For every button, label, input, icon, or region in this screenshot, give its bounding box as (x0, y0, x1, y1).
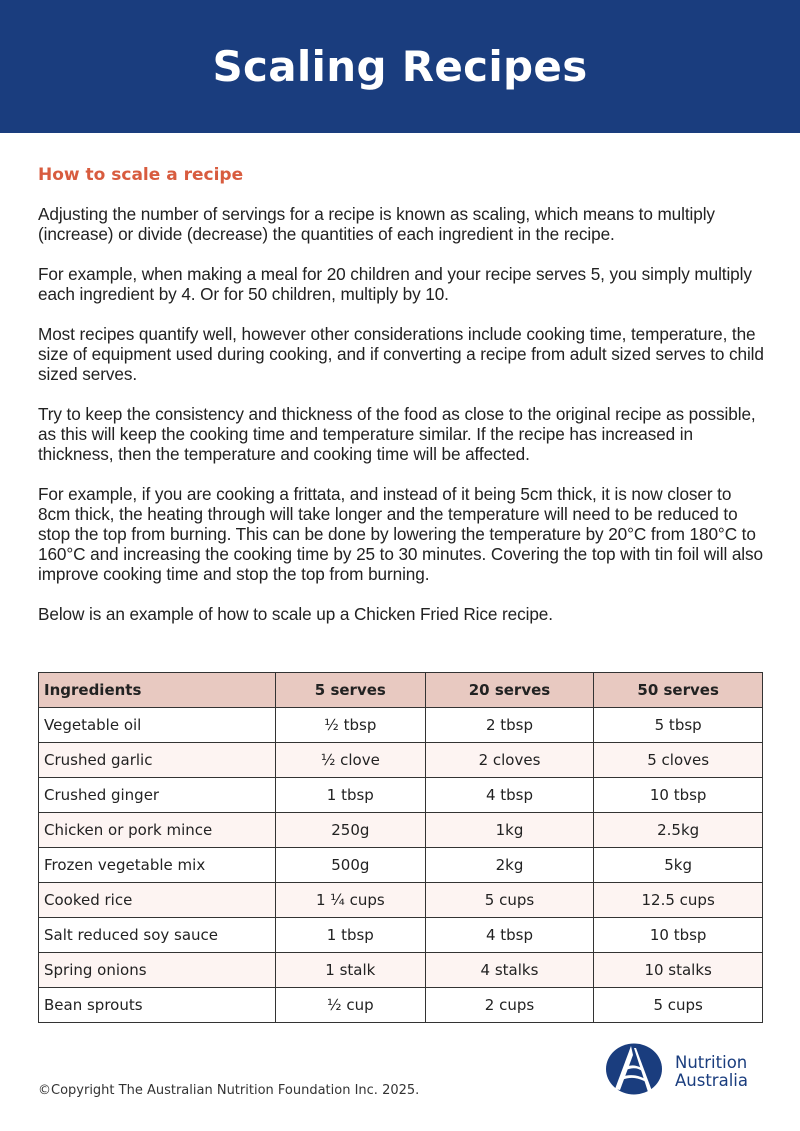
page-title: Scaling Recipes (212, 42, 588, 91)
quantity-cell: 12.5 cups (594, 883, 763, 918)
column-header-50-serves: 50 serves (594, 673, 763, 708)
quantity-cell: ½ clove (276, 743, 426, 778)
paragraph-table-intro: Below is an example of how to scale up a Chicken Fried Rice recipe. (38, 604, 553, 624)
logo-wordmark (675, 1054, 748, 1090)
quantity-cell: 5 cloves (594, 743, 763, 778)
ingredient-cell: Vegetable oil (39, 708, 276, 743)
quantity-cell: 1kg (425, 813, 594, 848)
table-row (39, 778, 763, 813)
ingredient-cell: Bean sprouts (39, 988, 276, 1023)
quantity-cell: ½ tbsp (276, 708, 426, 743)
quantity-cell: 2kg (425, 848, 594, 883)
title-banner (0, 0, 800, 133)
ingredient-cell: Frozen vegetable mix (39, 848, 276, 883)
quantity-cell: ½ cup (276, 988, 426, 1023)
quantity-cell: 4 stalks (425, 953, 594, 988)
table-row (39, 848, 763, 883)
quantity-cell: 1 stalk (276, 953, 426, 988)
quantity-cell: 10 tbsp (594, 778, 763, 813)
logo-line-1: Nutrition (675, 1052, 748, 1072)
column-header-20-serves: 20 serves (425, 673, 594, 708)
table-row (39, 988, 763, 1023)
quantity-cell: 10 stalks (594, 953, 763, 988)
scaling-table (38, 672, 763, 1023)
table-row (39, 953, 763, 988)
paragraph-frittata-example: For example, if you are cooking a frittata, and instead of it being 5cm thick, it is now closer to 8cm thick, the heating through will take longer and the temperature will need to be reduced to stop the top from burning. This can be done by lowering the temperature by 20°C from 180°C to 160°C and increasing the cooking time by 25 to 30 minutes. Covering the top with tin foil will also improve cooking time and stop the top from burning. (38, 484, 763, 584)
quantity-cell: 500g (276, 848, 426, 883)
quantity-cell: 250g (276, 813, 426, 848)
quantity-cell: 5kg (594, 848, 763, 883)
table-row (39, 813, 763, 848)
table-row (39, 883, 763, 918)
nutrition-australia-logo (605, 1043, 748, 1100)
table-row (39, 743, 763, 778)
quantity-cell: 1 tbsp (276, 778, 426, 813)
quantity-cell: 2 tbsp (425, 708, 594, 743)
table-header-row (39, 673, 763, 708)
nutrition-australia-logo-icon (605, 1043, 663, 1100)
table-row (39, 918, 763, 953)
ingredient-cell: Salt reduced soy sauce (39, 918, 276, 953)
quantity-cell: 1 tbsp (276, 918, 426, 953)
quantity-cell: 5 cups (594, 988, 763, 1023)
quantity-cell: 2.5kg (594, 813, 763, 848)
ingredient-cell: Chicken or pork mince (39, 813, 276, 848)
ingredient-cell: Crushed ginger (39, 778, 276, 813)
paragraph-example-children: For example, when making a meal for 20 children and your recipe serves 5, you simply multiply each ingredient by 4. Or for 50 children, multiply by 10. (38, 264, 752, 304)
quantity-cell: 5 tbsp (594, 708, 763, 743)
ingredient-cell: Spring onions (39, 953, 276, 988)
ingredient-cell: Cooked rice (39, 883, 276, 918)
section-title: How to scale a recipe (38, 165, 244, 185)
paragraph-considerations: Most recipes quantify well, however other considerations include cooking time, temperature, the size of equipment used during cooking, and if converting a recipe from adult sized serves to child sized serves. (38, 324, 764, 384)
paragraph-scaling-definition: Adjusting the number of servings for a recipe is known as scaling, which means to multiply (increase) or divide (decrease) the quantities of each ingredient in the recipe. (38, 204, 715, 244)
column-header-5-serves: 5 serves (276, 673, 426, 708)
column-header-ingredients: Ingredients (39, 673, 276, 708)
quantity-cell: 4 tbsp (425, 778, 594, 813)
quantity-cell: 2 cloves (425, 743, 594, 778)
logo-line-2: Australia (675, 1070, 748, 1090)
quantity-cell: 1 ¼ cups (276, 883, 426, 918)
quantity-cell: 10 tbsp (594, 918, 763, 953)
main-content (38, 165, 768, 644)
quantity-cell: 2 cups (425, 988, 594, 1023)
copyright-notice: ©Copyright The Australian Nutrition Foundation Inc. 2025. (38, 1083, 420, 1098)
quantity-cell: 4 tbsp (425, 918, 594, 953)
quantity-cell: 5 cups (425, 883, 594, 918)
paragraph-consistency: Try to keep the consistency and thickness of the food as close to the original recipe as possible, as this will keep the cooking time and temperature similar. If the recipe has increased in thickness, then the temperature and cooking time will be affected. (38, 404, 756, 464)
table-row (39, 708, 763, 743)
ingredient-cell: Crushed garlic (39, 743, 276, 778)
